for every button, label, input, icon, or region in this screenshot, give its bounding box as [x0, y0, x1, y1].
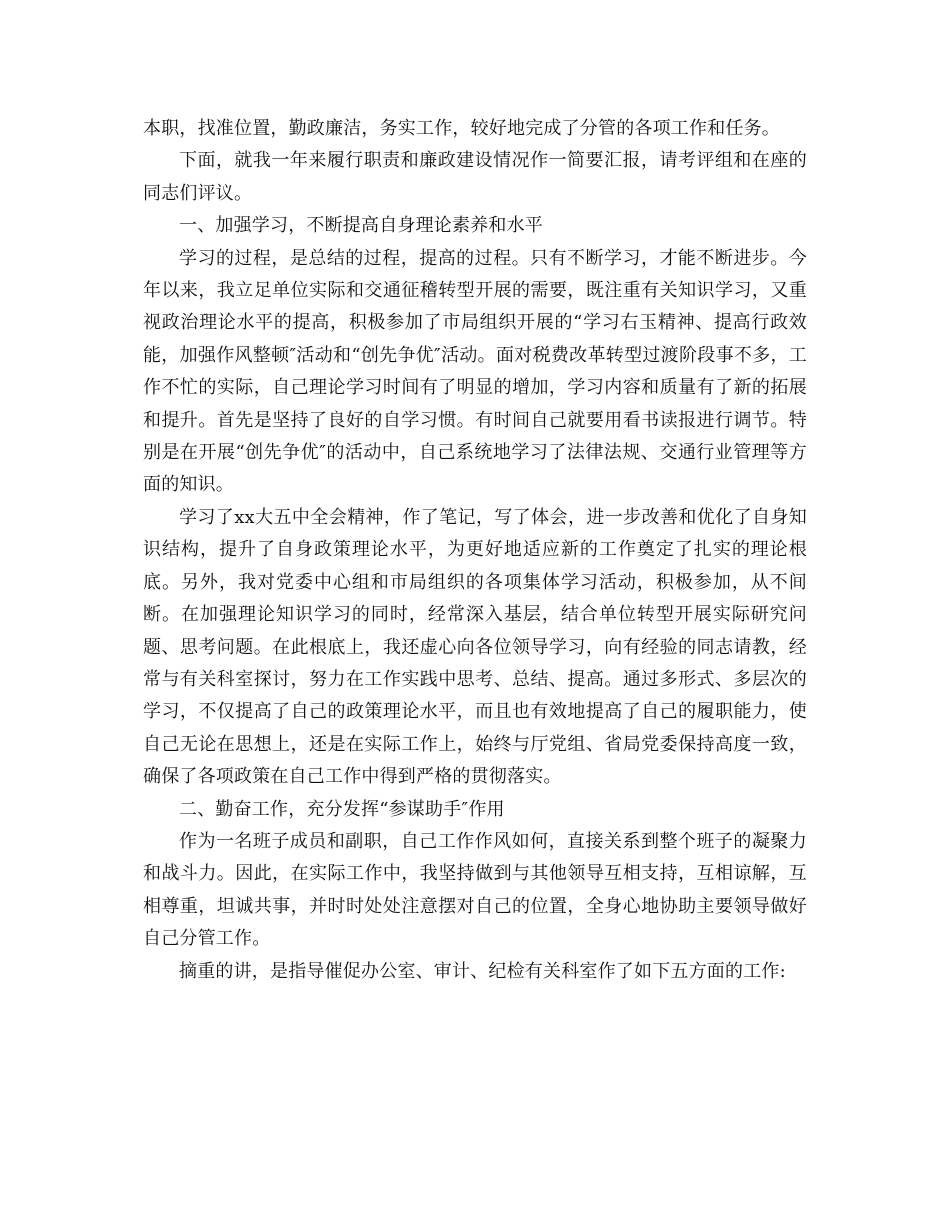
body-paragraph: 摘重的讲，是指导催促办公室、审计、纪检有关科室作了如下五方面的工作:	[179, 960, 786, 982]
document-body	[143, 113, 807, 988]
body-paragraph: 学习了xx大五中全会精神，作了笔记，写了体会，进一步改善和优化了自身知识结构，提升了自身政策理论水平，为更好地适应新的工作奠定了扎实的理论根底。另外，我对党委中心组和市局组织的各项集体学习活动，积极参加，从不间断。在加强理论知识学习的同时，经常深入基层，结合单位转型开展实际研究问题、思考问题。在此根底上，我还虚心向各位领导学习，向有经验的同志请教，经常与有关科室探讨，努力在工作实践中思考、总结、提高。通过多形式、多层次的学习，不仅提高了自己的政策理论水平，而且也有效地提高了自己的履职能力，使自己无论在思想上，还是在实际工作上，始终与厅党组、省局党委保持高度一致，确保了各项政策在自己工作中得到严格的贯彻落实。	[143, 506, 807, 788]
section-heading-2: 二、勤奋工作，充分发挥“参谋助手″作用	[179, 798, 505, 820]
body-paragraph: 学习的过程，是总结的过程，提高的过程。只有不断学习，才能不断进步。今年以来，我立足单位实际和交通征稽转型开展的需要，既注重有关知识学习，又重视政治理论水平的提高，积极参加了市局组织开展的“学习右玉精神、提高行政效能，加强作风整顿″活动和“创先争优″活动。面对税费改革转型过渡阶段事不多，工作不忙的实际，自己理论学习时间有了明显的增加，学习内容和质量有了新的拓展和提升。首先是坚持了良好的自学习惯。有时间自己就要用看书读报进行调节。特别是在开展“创先争优″的活动中，自己系统地学习了法律法规、交通行业管理等方面的知识。	[143, 247, 807, 496]
continuation-paragraph: 本职，找准位置，勤政廉洁，务实工作，较好地完成了分管的各项工作和任务。	[143, 118, 780, 139]
section-heading-1: 一、加强学习，不断提高自身理论素养和水平	[179, 215, 543, 237]
intro-paragraph: 下面，就我一年来履行职责和廉政建设情况作一简要汇报，请考评组和在座的同志们评议。	[143, 150, 807, 204]
body-paragraph: 作为一名班子成员和副职，自己工作作风如何，直接关系到整个班子的凝聚力和战斗力。因此，在实际工作中，我坚持做到与其他领导互相支持，互相谅解，互相尊重，坦诚共事，并时时处处注意摆对自己的位置，全身心地协助主要领导做好自己分管工作。	[143, 830, 807, 950]
